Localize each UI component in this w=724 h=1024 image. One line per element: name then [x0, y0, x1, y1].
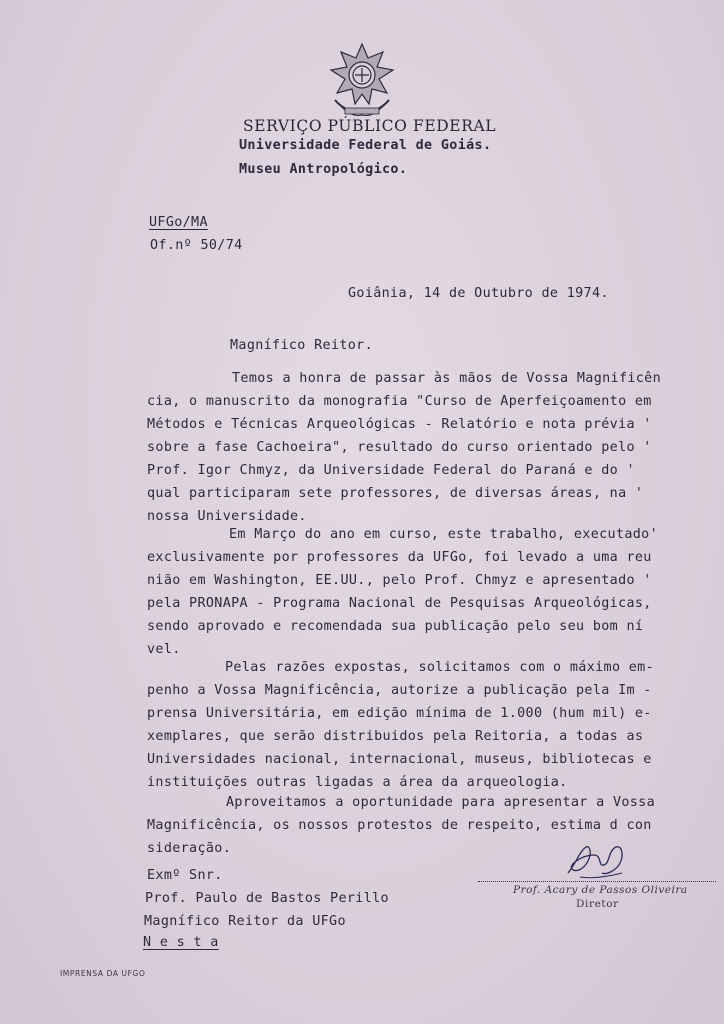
paragraph-line: sideração.: [147, 841, 232, 856]
service-heading: SERVIÇO PÚBLICO FEDERAL: [243, 117, 497, 135]
reference-code: UFGo/MA: [149, 215, 208, 230]
salutation: Magnífico Reitor.: [230, 338, 374, 353]
office-number: Of.nº 50/74: [150, 238, 243, 253]
paragraph-line: Pelas razões expostas, solicitamos com o máximo em-: [225, 660, 655, 675]
university-name: Universidade Federal de Goiás.: [239, 138, 492, 153]
signatory-name: Prof. Acary de Passos Oliveira: [513, 884, 688, 896]
paragraph-line: Prof. Igor Chmyz, da Universidade Federal do Paraná e do ': [147, 463, 635, 478]
brazil-coat-of-arms-icon: [327, 42, 397, 120]
paragraph-line: cia, o manuscrito da monografia "Curso de Aperfeiçoamento em: [147, 394, 652, 409]
signatory-role: Diretor: [576, 898, 619, 910]
paragraph-line: exclusivamente por professores da UFGo, foi levado a uma reu: [147, 550, 652, 565]
paragraph-line: Temos a honra de passar às mãos de Vossa Magnificên: [232, 371, 662, 386]
paragraph-line: prensa Universitária, em edição mínima de 1.000 (hum mil) e-: [147, 706, 652, 721]
paragraph-line: xemplares, que serão distribuidos pela Reitoria, a todas as: [147, 729, 644, 744]
addressee-title: Exmº Snr.: [147, 868, 223, 883]
paragraph-line: sobre a fase Cachoeira", resultado do curso orientado pelo ': [147, 440, 652, 455]
paragraph-line: Magnificência, os nossos protestos de respeito, estima d con: [147, 818, 652, 833]
paragraph-line: Universidades nacional, internacional, museus, bibliotecas e: [147, 752, 652, 767]
addressee-position: Magnífico Reitor da UFGo: [144, 914, 346, 929]
paragraph-line: penho a Vossa Magnificência, autorize a publicação pela Im -: [147, 683, 652, 698]
paragraph-line: Em Março do ano em curso, este trabalho, executado': [229, 527, 659, 542]
paragraph-line: instituições outras ligadas a área da arqueologia.: [147, 775, 568, 790]
addressee-name: Prof. Paulo de Bastos Perillo: [145, 891, 389, 906]
handwritten-signature: [562, 833, 632, 885]
paragraph-line: Aproveitamos a oportunidade para apresentar a Vossa: [226, 795, 656, 810]
addressee-location: N e s t a: [143, 935, 219, 950]
signature-line: [478, 881, 716, 882]
paragraph-line: Métodos e Técnicas Arqueológicas - Relatório e nota prévia ': [147, 417, 652, 432]
paragraph-line: qual participaram sete professores, de diversas áreas, na ': [147, 486, 644, 501]
printer-footer: IMPRENSA DA UFGO: [60, 969, 146, 978]
museum-name: Museu Antropológico.: [239, 162, 408, 177]
paragraph-line: sendo aprovado e recomendada sua publicação pelo seu bom ní: [147, 619, 644, 634]
paragraph-line: vel.: [147, 642, 181, 657]
paragraph-line: nião em Washington, EE.UU., pelo Prof. Chmyz e apresentado ': [147, 573, 652, 588]
paragraph-line: pela PRONAPA - Programa Nacional de Pesquisas Arqueológicas,: [147, 596, 652, 611]
paragraph-line: nossa Universidade.: [147, 509, 307, 524]
date-line: Goiânia, 14 de Outubro de 1974.: [348, 286, 609, 301]
